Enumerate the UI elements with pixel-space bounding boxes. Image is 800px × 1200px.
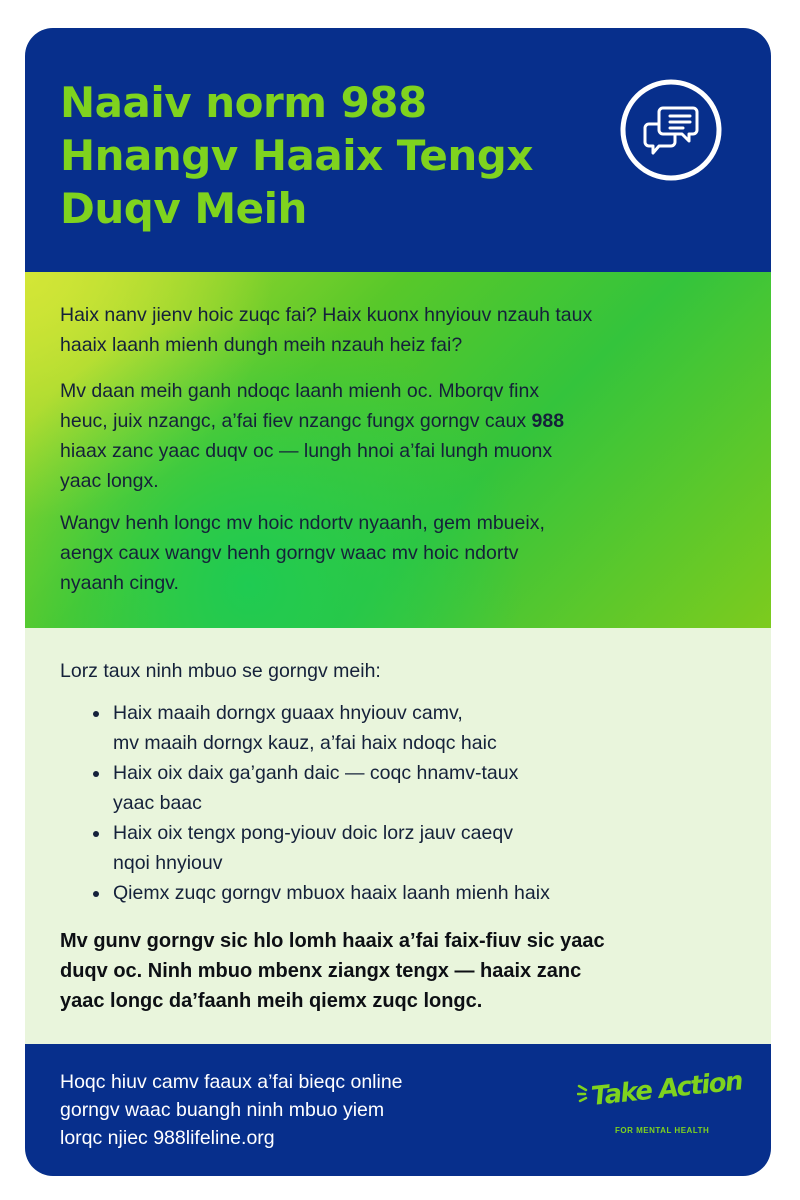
list-item-line: Haix oix daix ga’ganh daic — coqc hnamv-taux <box>113 762 519 784</box>
text-line: nyaanh cingv. <box>60 572 179 594</box>
text-line: Hoqc hiuv camv faaux a’fai bieqc online <box>60 1071 403 1093</box>
header-section <box>25 28 771 272</box>
hotline-number: 988 <box>531 410 565 432</box>
take-action-logo <box>577 1066 744 1160</box>
list-item-line: Haix oix tengx pong-yiouv doic lorz jauv caeqv <box>113 822 513 844</box>
paragraph-language <box>60 508 545 598</box>
list-item <box>111 698 711 758</box>
title-line-2: Hnangv Haaix Tengx <box>60 131 533 180</box>
page-title <box>60 76 620 235</box>
title-line-1: Naaiv norm 988 <box>60 78 427 127</box>
text-line: duqv oc. Ninh mbuo mbenx ziangx tengx — haaix zanc <box>60 960 582 982</box>
emphasis-note <box>60 926 750 1016</box>
paragraph-contact <box>60 376 564 496</box>
text-line: haaix laanh mienh dungh meih nzauh heiz fai? <box>60 334 463 356</box>
list-item-line: mv maaih dorngx kauz, a’fai haix ndoqc haic <box>113 732 497 754</box>
footer-section <box>25 1044 771 1176</box>
logo-tagline: FOR MENTAL HEALTH <box>615 1126 710 1135</box>
text-line: Mv daan meih ganh ndoqc laanh mienh oc. Mborqv finx <box>60 380 540 402</box>
details-section <box>25 628 771 1044</box>
list-item <box>111 818 711 878</box>
text-line: aengx caux wangv henh gorngv waac mv hoic ndortv <box>60 542 519 564</box>
text-line: Haix nanv jienv hoic zuqc fai? Haix kuonx hnyiouv nzauh taux <box>60 304 593 326</box>
list-intro: Lorz taux ninh mbuo se gorngv meih: <box>60 660 381 682</box>
chat-bubbles-icon <box>619 78 723 182</box>
text-line: yaac longc da’faanh meih qiemx zuqc longc. <box>60 990 483 1012</box>
text-line: heuc, juix nzangc, a’fai fiev nzangc fungx gorngv caux <box>60 410 527 432</box>
reasons-list <box>89 698 711 908</box>
info-card <box>25 28 771 1176</box>
text-line: hiaax zanc yaac duqv oc — lungh hnoi a’fai lungh muonx <box>60 440 553 462</box>
list-item <box>111 758 711 818</box>
text-line: Wangv henh longc mv hoic ndortv nyaanh, gem mbueix, <box>60 512 545 534</box>
footer-text <box>60 1068 560 1152</box>
paragraph-question <box>60 300 592 360</box>
list-item-line: Qiemx zuqc gorngv mbuox haaix laanh mienh haix <box>113 882 550 904</box>
website-link[interactable]: lorqc njiec 988lifeline.org <box>60 1127 275 1149</box>
intro-section <box>25 272 771 628</box>
logo-wordmark: Take Action <box>589 1066 744 1112</box>
text-line: gorngv waac buangh ninh mbuo yiem <box>60 1099 385 1121</box>
list-item-line: yaac baac <box>113 792 202 814</box>
text-line: yaac longx. <box>60 470 159 492</box>
text-line: Mv gunv gorngv sic hlo lomh haaix a’fai faix-fiuv sic yaac <box>60 930 605 952</box>
title-line-3: Duqv Meih <box>60 184 307 233</box>
list-item-line: Haix maaih dorngx guaax hnyiouv camv, <box>113 702 463 724</box>
list-item <box>111 878 711 908</box>
list-item-line: nqoi hnyiouv <box>113 852 223 874</box>
